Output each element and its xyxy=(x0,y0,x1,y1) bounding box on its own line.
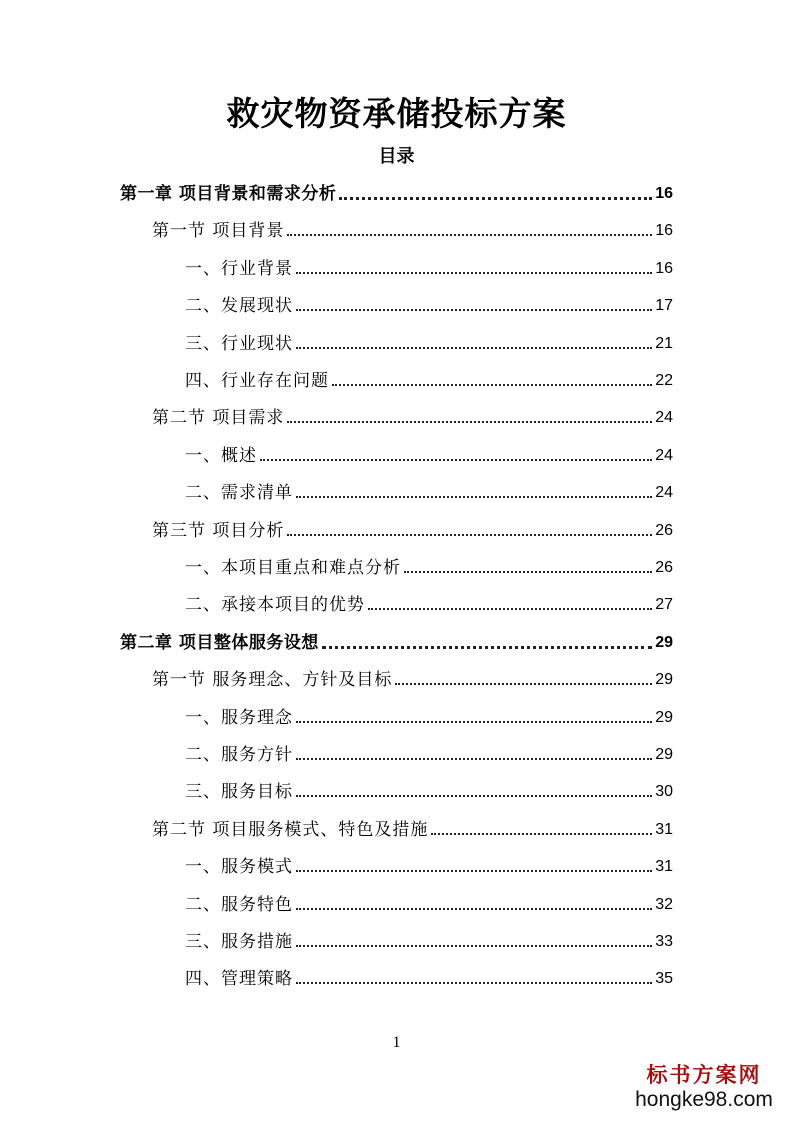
toc-entry-page: 16 xyxy=(655,259,673,277)
toc-entry[interactable] xyxy=(185,926,673,954)
toc-entry-page: 29 xyxy=(655,746,673,763)
toc-entry-label: 三、行业现状 xyxy=(185,333,293,354)
toc-dot-leader xyxy=(322,645,652,649)
watermark-name: 标书方案网 xyxy=(646,1062,762,1087)
toc-entry[interactable] xyxy=(185,290,673,318)
document-title: 救灾物资承储投标方案 xyxy=(226,94,567,133)
toc-entry-page: 31 xyxy=(655,858,673,876)
toc-dot-leader xyxy=(296,346,652,349)
toc-entry-label: 二、服务方针 xyxy=(185,745,293,765)
toc-dot-leader xyxy=(296,869,652,872)
toc-entry-page: 17 xyxy=(655,297,673,315)
toc-entry-page: 16 xyxy=(655,185,673,202)
toc-dot-leader xyxy=(296,907,652,910)
toc-entry[interactable] xyxy=(185,963,673,991)
toc-entry[interactable] xyxy=(120,178,673,206)
toc-entry-page: 27 xyxy=(655,596,673,614)
toc-dot-leader xyxy=(287,533,652,536)
toc-entry[interactable] xyxy=(185,702,673,730)
toc-entry-page: 26 xyxy=(655,521,673,539)
toc-dot-leader xyxy=(287,233,652,236)
toc-entry[interactable] xyxy=(185,739,673,767)
toc-heading: 目录 xyxy=(378,146,415,167)
toc-entry[interactable] xyxy=(185,776,673,804)
toc-entry[interactable] xyxy=(152,814,673,842)
toc-entry[interactable] xyxy=(152,515,673,543)
toc-entry-page: 16 xyxy=(655,222,673,240)
toc-dot-leader xyxy=(339,196,652,200)
toc-dot-leader xyxy=(431,832,652,835)
toc-entry-label: 一、本项目重点和难点分析 xyxy=(185,558,401,578)
toc-dot-leader xyxy=(296,271,652,274)
toc-entry[interactable] xyxy=(185,365,673,393)
toc-entry-page: 30 xyxy=(655,783,673,801)
watermark-url: hongke98.com xyxy=(635,1088,773,1111)
toc-dot-leader xyxy=(287,420,652,423)
toc-entry-page: 22 xyxy=(655,372,673,389)
toc-entry[interactable] xyxy=(120,627,673,655)
toc-entry-label: 第一节 服务理念、方针及目标 xyxy=(152,670,393,691)
toc-entry-label: 一、概述 xyxy=(185,445,257,466)
toc-dot-leader xyxy=(296,981,652,984)
toc-entry-label: 第一章 项目背景和需求分析 xyxy=(120,184,337,204)
site-watermark xyxy=(629,1062,779,1112)
toc-entry-page: 35 xyxy=(655,970,673,988)
toc-entry-label: 第二章 项目整体服务设想 xyxy=(120,632,319,653)
toc-entry-label: 三、服务目标 xyxy=(185,782,293,803)
toc-entry-label: 一、行业背景 xyxy=(185,258,293,279)
toc-entry-page: 33 xyxy=(655,933,673,950)
toc-entry[interactable] xyxy=(152,215,673,243)
toc-entry-page: 24 xyxy=(655,446,673,464)
toc-entry-label: 第一节 项目背景 xyxy=(152,221,285,242)
toc-entry-page: 29 xyxy=(655,708,673,726)
toc-entry-label: 四、行业存在问题 xyxy=(185,371,329,391)
toc-entry-label: 一、服务模式 xyxy=(185,857,293,878)
toc-entry[interactable] xyxy=(185,589,673,617)
toc-entry[interactable] xyxy=(185,328,673,356)
toc-dot-leader xyxy=(296,308,652,311)
toc-dot-leader xyxy=(296,944,652,947)
toc-entry[interactable] xyxy=(185,477,673,505)
toc-dot-leader xyxy=(296,495,652,498)
toc-dot-leader xyxy=(404,570,652,573)
toc-entry-page: 29 xyxy=(655,633,673,651)
toc-entry[interactable] xyxy=(152,664,673,692)
toc-entry-label: 第三节 项目分析 xyxy=(152,520,285,541)
toc-dot-leader xyxy=(296,720,652,723)
page-number: 1 xyxy=(392,1034,401,1051)
toc-entry-label: 四、管理策略 xyxy=(185,969,293,990)
toc-entry-page: 31 xyxy=(655,820,673,838)
toc-entry-page: 21 xyxy=(655,334,673,352)
toc-entry-page: 29 xyxy=(655,671,673,689)
toc-entry[interactable] xyxy=(185,851,673,879)
toc-dot-leader xyxy=(296,757,652,760)
toc-entry-page: 32 xyxy=(655,895,673,913)
toc-dot-leader xyxy=(260,458,652,461)
toc-entry[interactable] xyxy=(152,402,673,430)
toc-dot-leader xyxy=(332,383,652,386)
toc-dot-leader xyxy=(395,682,652,685)
toc-entry-page: 24 xyxy=(655,409,673,427)
toc-entry-label: 二、需求清单 xyxy=(185,483,293,504)
toc-entry-label: 第二节 项目服务模式、特色及措施 xyxy=(152,819,429,840)
toc-entry-label: 第二节 项目需求 xyxy=(152,408,285,429)
toc-entry-label: 二、承接本项目的优势 xyxy=(185,595,365,616)
toc-dot-leader xyxy=(296,794,652,797)
toc-dot-leader xyxy=(368,607,652,610)
toc-entry[interactable] xyxy=(185,440,673,468)
toc-entry[interactable] xyxy=(185,552,673,580)
toc-entry-label: 二、发展现状 xyxy=(185,296,293,317)
toc-entry-label: 二、服务特色 xyxy=(185,894,293,915)
toc-entry-page: 26 xyxy=(655,559,673,576)
toc-entry[interactable] xyxy=(185,253,673,281)
toc-entry-page: 24 xyxy=(655,484,673,502)
toc-entry-label: 一、服务理念 xyxy=(185,707,293,728)
toc-entry[interactable] xyxy=(185,889,673,917)
toc-entry-label: 三、服务措施 xyxy=(185,932,293,952)
